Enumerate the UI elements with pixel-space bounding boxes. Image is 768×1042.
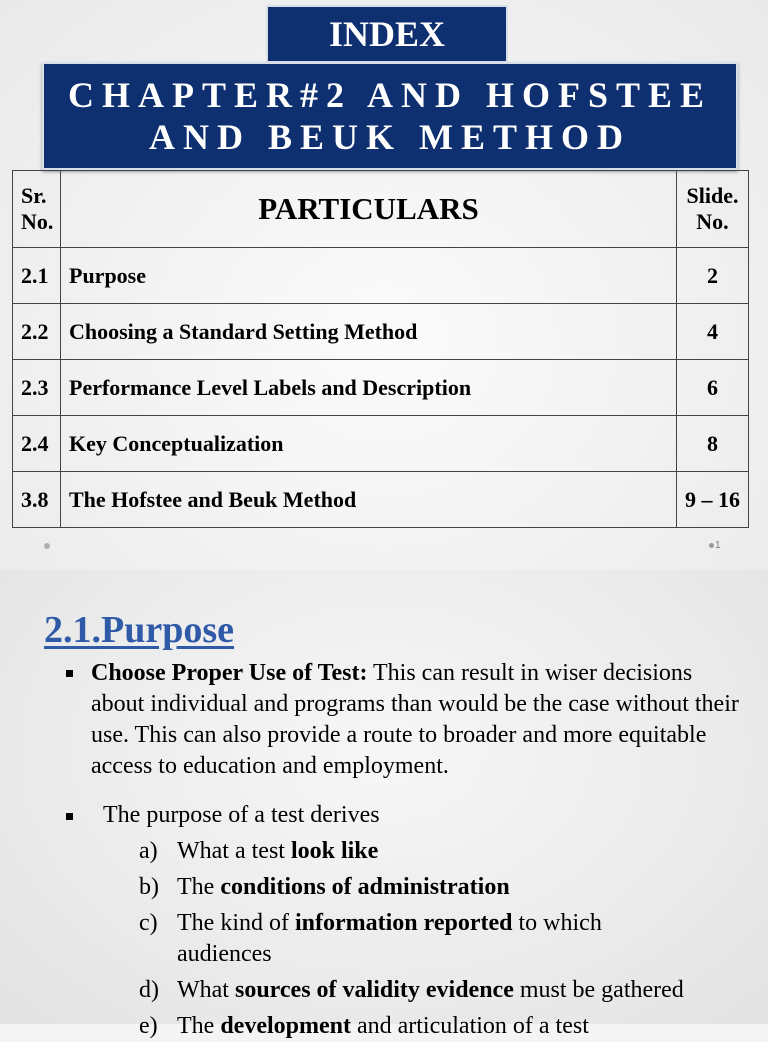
item-pre: The — [177, 1013, 221, 1039]
item-post: and articulation of a test — [350, 1013, 589, 1039]
item-bold: sources of validity evidence — [234, 977, 514, 1003]
header-sr-line1: Sr. — [21, 183, 47, 208]
item-bold: information reported — [294, 910, 513, 936]
row-sr: 2.2 — [13, 304, 61, 360]
header-particulars: PARTICULARS — [61, 171, 677, 248]
slide-number — [709, 540, 721, 551]
list-item — [139, 975, 737, 1006]
header-sr-no — [13, 171, 61, 248]
item-pre: What — [177, 977, 235, 1003]
list-letter: b) — [139, 874, 159, 900]
item-post: must be gathered — [513, 977, 684, 1003]
header-slide-line1: Slide. — [686, 183, 739, 208]
header-slide-no — [677, 171, 749, 248]
table-row — [13, 248, 749, 304]
bullet-square — [66, 670, 73, 677]
row-particular: Key Conceptualization — [61, 416, 677, 472]
index-table — [12, 170, 749, 528]
bullet-square — [66, 813, 73, 820]
table-row — [13, 472, 749, 528]
row-slide: 8 — [677, 416, 749, 472]
section-title: 2.1.Purpose — [44, 609, 234, 651]
row-particular: Purpose — [61, 248, 677, 304]
row-sr: 3.8 — [13, 472, 61, 528]
list-letter: a) — [139, 838, 158, 864]
row-particular: Performance Level Labels and Description — [61, 360, 677, 416]
row-particular: Choosing a Standard Setting Method — [61, 304, 677, 360]
item-post: to which audiences — [177, 910, 602, 967]
list-item — [139, 1011, 737, 1042]
table-header-row — [13, 171, 749, 248]
table-row — [13, 416, 749, 472]
list-letter: d) — [139, 977, 159, 1003]
bullet-paragraph-2: The purpose of a test derives — [103, 802, 380, 828]
list-item — [139, 872, 737, 903]
chapter-title-line1: CHAPTER#2 AND HOFSTEE — [67, 75, 713, 115]
list-item — [139, 836, 737, 867]
bullet-1-text: This can result in wiser decisions about individual and programs than would be the case without their use. This can also provide a route to broader and more equitable access to education and employment. — [91, 660, 739, 779]
list-letter: c) — [139, 910, 158, 936]
row-slide: 2 — [677, 248, 749, 304]
row-sr: 2.4 — [13, 416, 61, 472]
table-row — [13, 360, 749, 416]
list-text — [177, 908, 637, 970]
item-pre: What a test — [177, 838, 291, 864]
row-slide: 9 – 16 — [677, 472, 749, 528]
index-title: INDEX — [328, 14, 445, 54]
row-slide: 4 — [677, 304, 749, 360]
item-pre: The kind of — [177, 910, 295, 936]
row-sr: 2.1 — [13, 248, 61, 304]
chapter-title-box — [42, 62, 738, 170]
row-particular: The Hofstee and Beuk Method — [61, 472, 677, 528]
list-text — [177, 1011, 737, 1042]
list-item — [139, 908, 637, 970]
footer-dot — [44, 543, 50, 549]
slide-number-dot — [709, 543, 714, 548]
list-text — [177, 872, 737, 903]
bullet-paragraph-1 — [91, 658, 751, 782]
list-letter: e) — [139, 1013, 158, 1039]
list-text — [177, 975, 737, 1006]
bullet-1-lead: Choose Proper Use of Test: — [91, 660, 368, 686]
slide-purpose — [0, 570, 768, 1039]
row-sr: 2.3 — [13, 360, 61, 416]
item-bold: look like — [290, 838, 379, 864]
table-row — [13, 304, 749, 360]
slide-number-text: 1 — [715, 540, 721, 551]
list-text — [177, 836, 737, 867]
index-title-box — [266, 5, 508, 63]
header-sr-line2: No. — [21, 209, 54, 234]
item-pre: The — [177, 874, 221, 900]
chapter-title-line2: AND BEUK METHOD — [148, 117, 632, 157]
item-bold: development — [220, 1013, 351, 1039]
item-bold: conditions of administration — [220, 874, 510, 900]
header-slide-line2: No. — [696, 209, 729, 234]
row-slide: 6 — [677, 360, 749, 416]
